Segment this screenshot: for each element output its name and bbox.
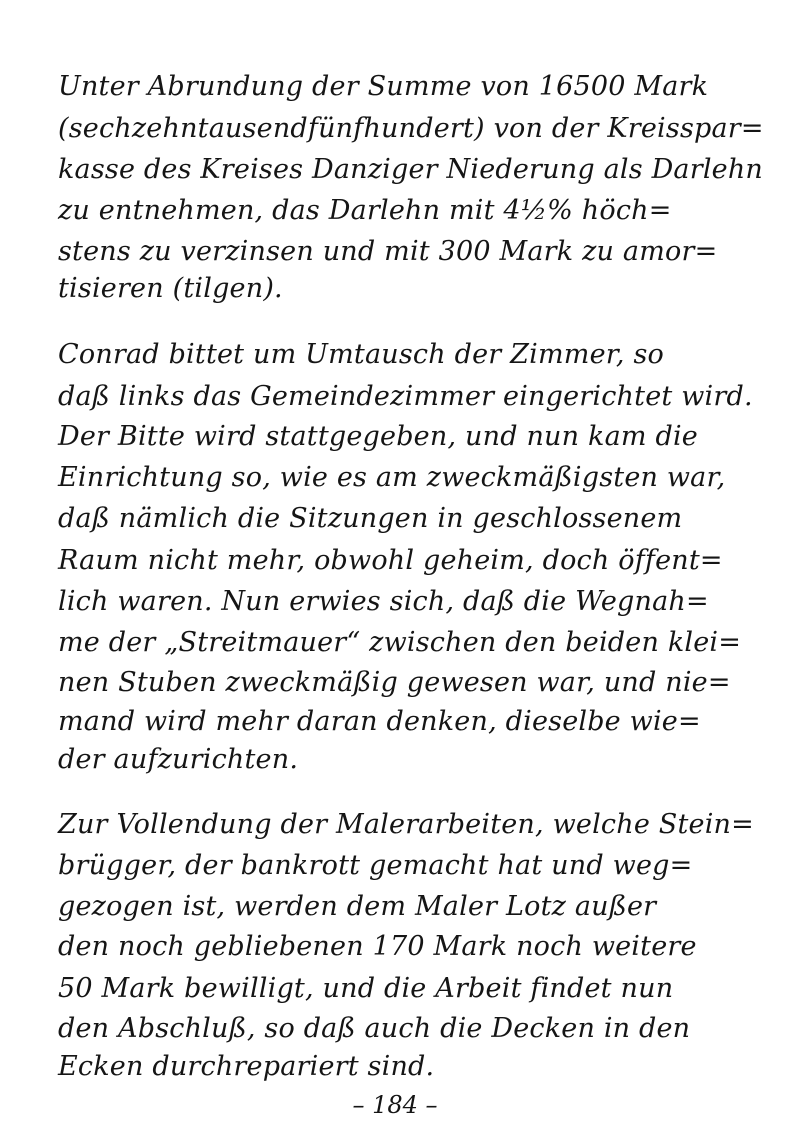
text-line: mand wird mehr daran denken, dieselbe wie= bbox=[58, 706, 701, 737]
text-line: daß nämlich die Sitzungen in geschlossenem bbox=[58, 503, 683, 534]
text-line: Zur Vollendung der Malerarbeiten, welche Stein= bbox=[58, 809, 754, 840]
text-line: Unter Abrundung der Summe von 16500 Mark bbox=[58, 71, 709, 102]
text-line: Einrichtung so, wie es am zweckmäßigsten war, bbox=[58, 462, 726, 493]
page-number: – 184 – bbox=[352, 1091, 438, 1119]
text-line: brügger, der bankrott gemacht hat und weg= bbox=[58, 850, 693, 881]
text-line: kasse des Kreises Danziger Niederung als Darlehn bbox=[58, 154, 764, 185]
text-line: Ecken durchrepariert sind. bbox=[58, 1051, 435, 1082]
text-line: den Abschluß, so daß auch die Decken in den bbox=[58, 1013, 691, 1044]
text-line: Der Bitte wird stattgegeben, und nun kam die bbox=[58, 421, 698, 452]
text-line: daß links das Gemeindezimmer eingerichtet wird. bbox=[58, 381, 753, 412]
text-line: 50 Mark bewilligt, und die Arbeit findet nun bbox=[58, 973, 674, 1004]
text-line: Raum nicht mehr, obwohl geheim, doch öffent= bbox=[58, 545, 723, 576]
text-line: nen Stuben zweckmäßig gewesen war, und nie= bbox=[58, 667, 731, 698]
text-line: den noch gebliebenen 170 Mark noch weitere bbox=[58, 931, 697, 962]
text-line: gezogen ist, werden dem Maler Lotz außer bbox=[58, 891, 657, 922]
text-line: me der „Streitmauer“ zwischen den beiden klei= bbox=[58, 627, 742, 658]
text-line: stens zu verzinsen und mit 300 Mark zu amor= bbox=[58, 236, 718, 267]
text-line: (sechzehntausendfünfhundert) von der Kreisspar= bbox=[58, 113, 764, 144]
text-line: Conrad bittet um Umtausch der Zimmer, so bbox=[58, 339, 664, 370]
text-line: zu entnehmen, das Darlehn mit 4½% höch= bbox=[58, 195, 672, 226]
text-line: lich waren. Nun erwies sich, daß die Wegnah= bbox=[58, 586, 709, 617]
text-line: der aufzurichten. bbox=[58, 744, 299, 775]
text-line: tisieren (tilgen). bbox=[58, 273, 283, 304]
